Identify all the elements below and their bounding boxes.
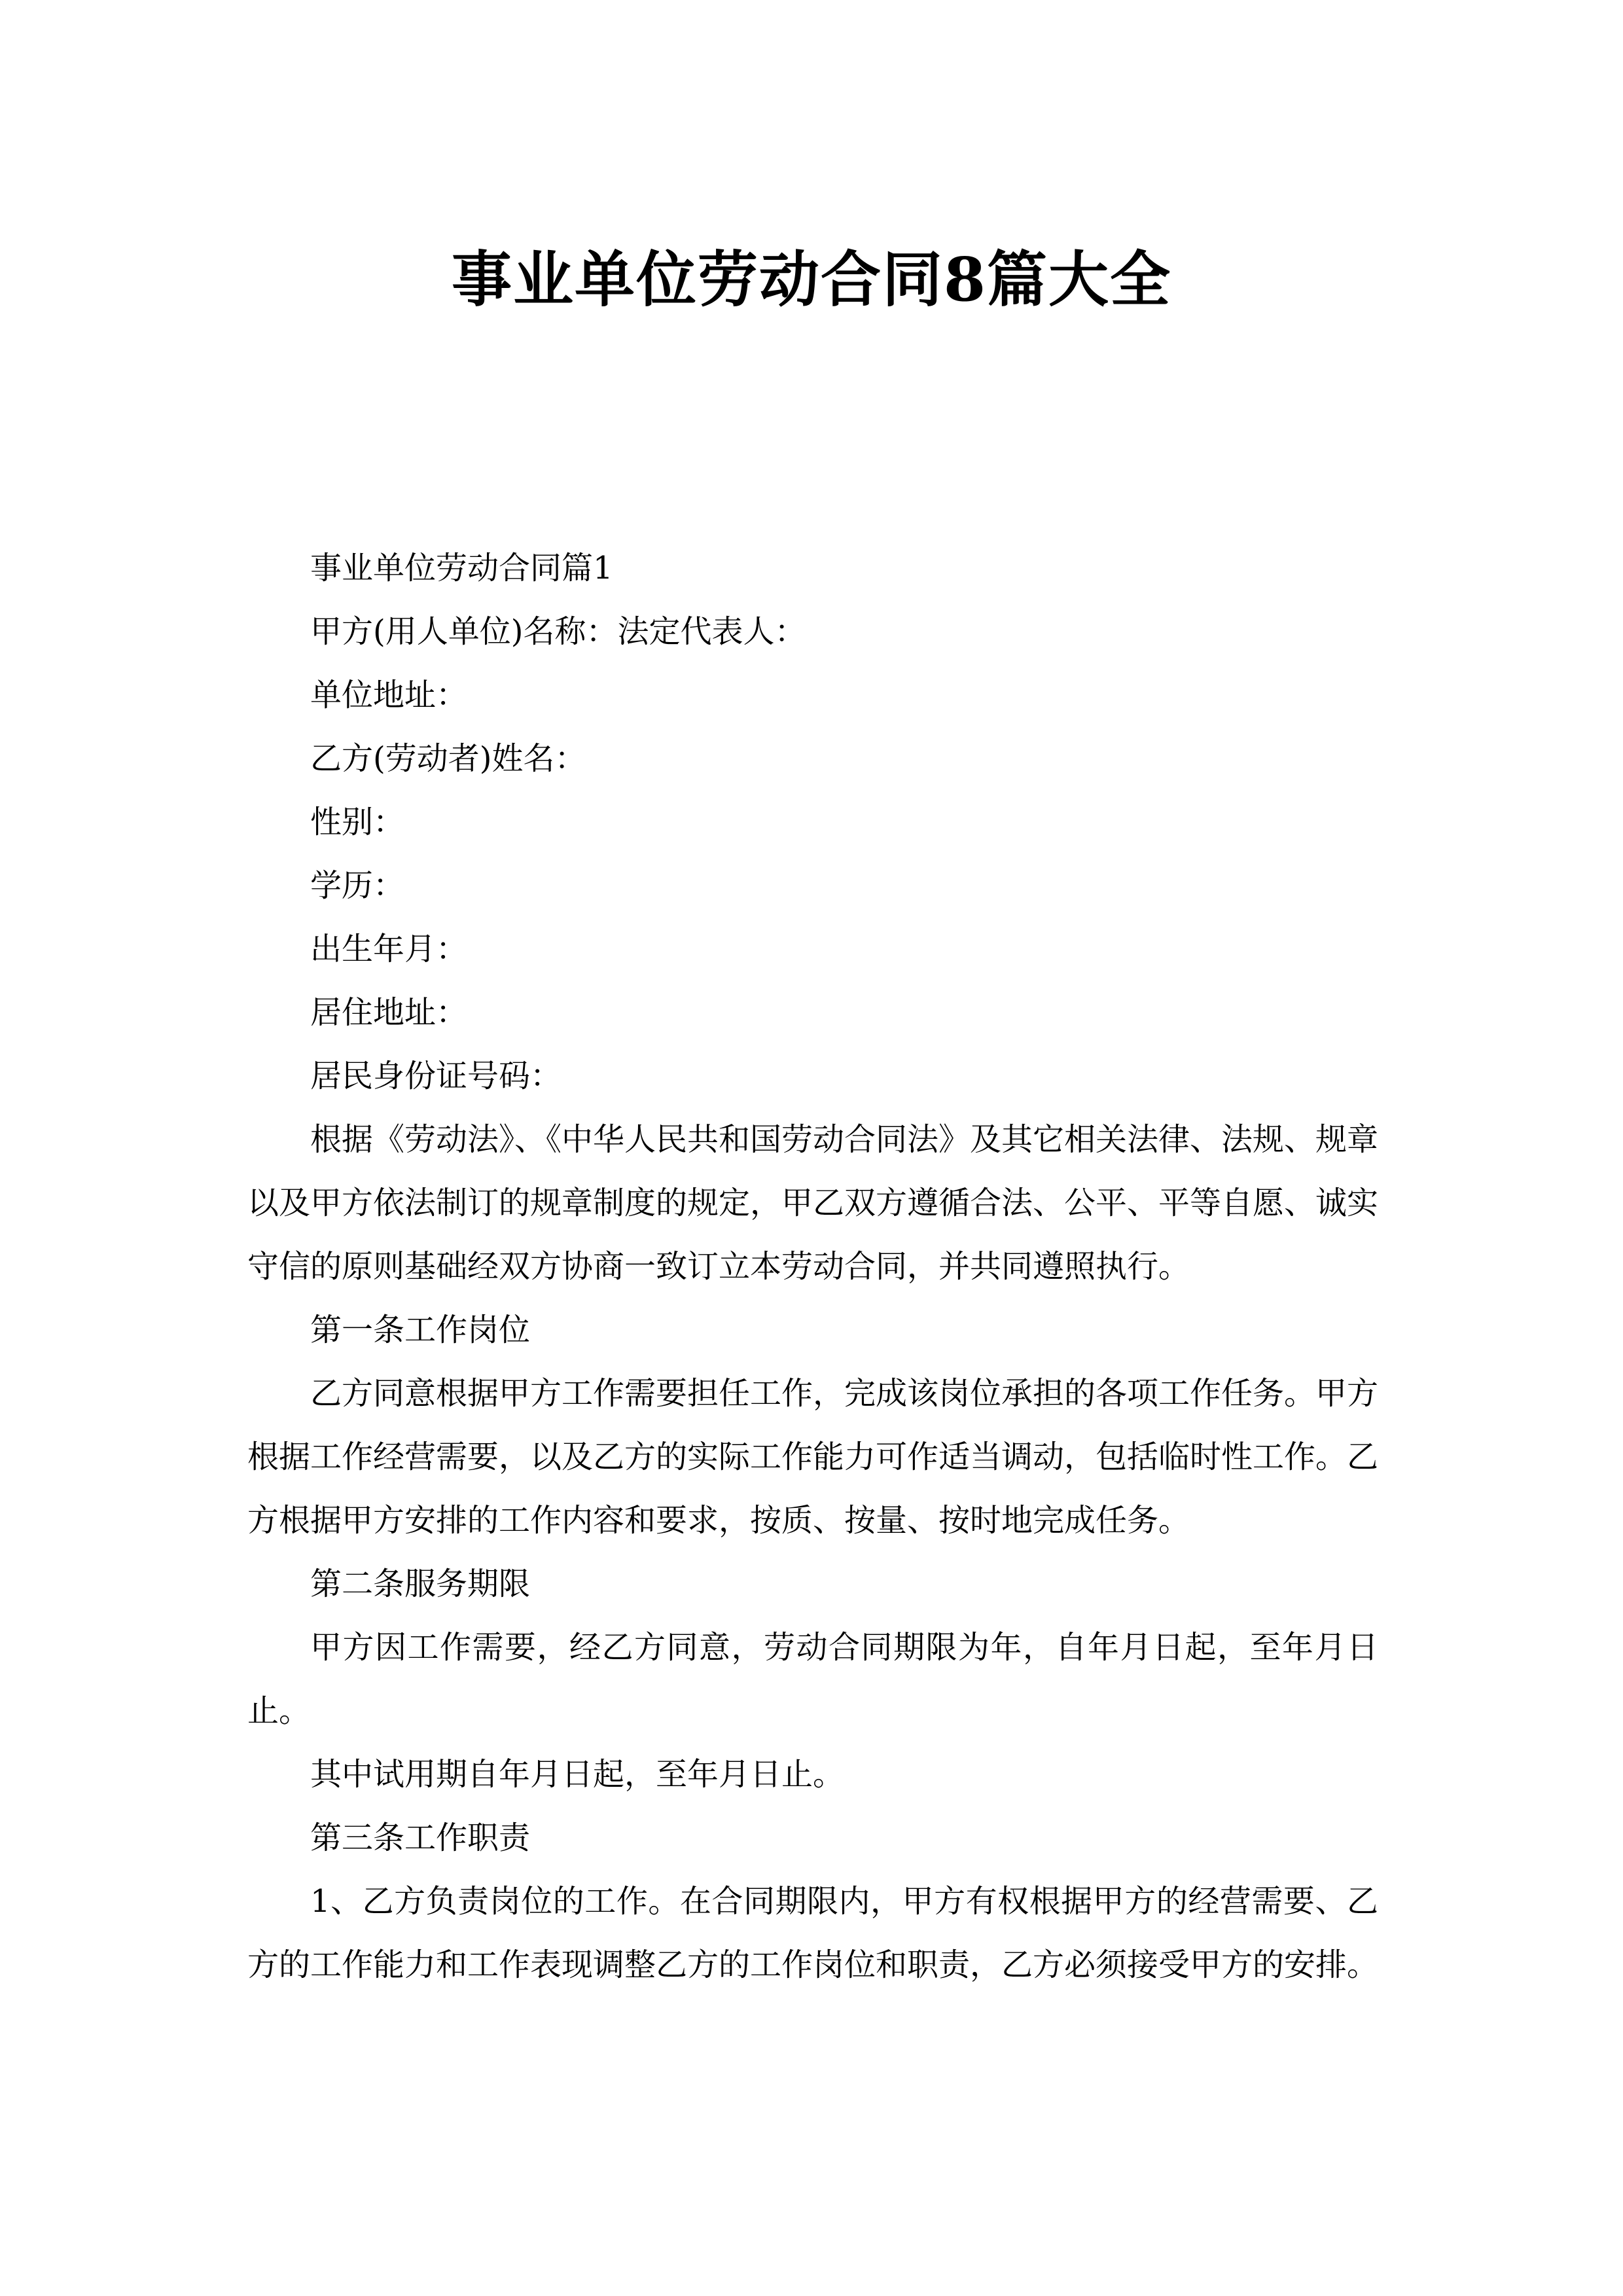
article-2-heading: 第二条服务期限 bbox=[310, 1566, 531, 1602]
field-gender: 性别： bbox=[310, 804, 405, 840]
field-education: 学历： bbox=[310, 867, 405, 904]
field-id-number: 居民身份证号码： bbox=[310, 1058, 562, 1094]
article-1-body: 乙方同意根据甲方工作需要担任工作，完成该岗位承担的各项工作任务。甲方根据工作经营需要，以及乙方的实际工作能力可作适当调动，包括临时性工作。乙方根据甲方安排的工作内容和要求，按质、按量、按时地完成任务。 bbox=[247, 1375, 1379, 1539]
field-employer-address: 单位地址： bbox=[310, 677, 468, 713]
field-employer-name: 甲方(用人单位)名称：法定代表人： bbox=[310, 613, 806, 650]
field-residence-address: 居住地址： bbox=[310, 994, 468, 1031]
document-title: 事业单位劳动合同8篇大全 bbox=[451, 243, 1171, 315]
probation-paragraph: 其中试用期自年月日起，至年月日止。 bbox=[310, 1756, 845, 1793]
preamble-paragraph: 根据《劳动法》、《中华人民共和国劳动合同法》及其它相关法律、法规、规章以及甲方依法制订的规章制度的规定，甲乙双方遵循合法、公平、平等自愿、诚实守信的原则基础经双方协商一致订立本劳动合同，并共同遵照执行。 bbox=[247, 1121, 1379, 1285]
article-2-body: 甲方因工作需要，经乙方同意，劳动合同期限为年，自年月日起，至年月日止。 bbox=[247, 1629, 1378, 1729]
document-body bbox=[247, 537, 1378, 1997]
field-birth-date: 出生年月： bbox=[310, 931, 468, 967]
article-3-heading: 第三条工作职责 bbox=[310, 1820, 531, 1856]
field-employee-name: 乙方(劳动者)姓名： bbox=[310, 740, 586, 777]
article-3-item-1: 1、乙方负责岗位的工作。在合同期限内，甲方有权根据甲方的经营需要、乙方的工作能力和工作表现调整乙方的工作岗位和职责，乙方必须接受甲方的安排。 bbox=[247, 1883, 1379, 1983]
article-1-heading: 第一条工作岗位 bbox=[310, 1312, 531, 1348]
section-heading: 事业单位劳动合同篇1 bbox=[310, 550, 613, 586]
